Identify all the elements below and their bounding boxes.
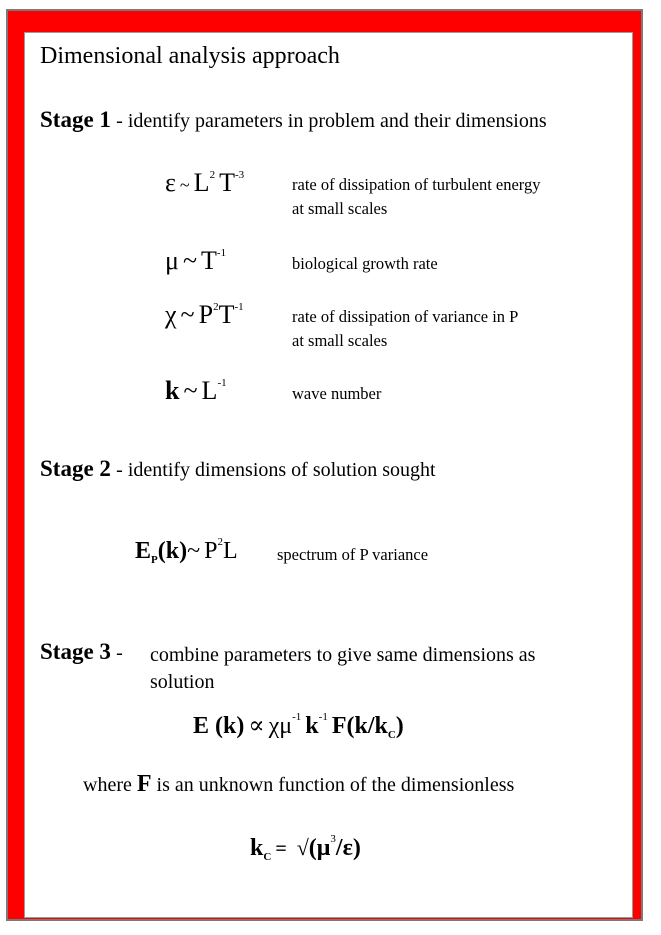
param-chi [165,300,244,330]
stage3-equation [193,711,404,740]
stage2-desc: spectrum of P variance [277,545,429,564]
ep-arg: (k) [157,538,188,564]
eq-lhs: E (k) [193,713,245,739]
epsilon-dim-L-exp: 2 [209,169,216,181]
ep-P-exp: 2 [217,536,223,548]
epsilon-desc-line2: at small scales [292,199,388,218]
stage3-heading [40,639,123,665]
epsilon-desc [292,173,541,221]
chi-symbol: χ [165,300,177,329]
eq-mu-exp: -1 [292,711,302,723]
chi-desc [292,305,518,353]
eq-proportional: ∝ [248,713,265,739]
ep-L: L [222,538,238,564]
param-epsilon [165,168,244,198]
k-rel: ~ [183,376,198,405]
stage3-label: Stage 3 [40,639,111,664]
eq-F-subscript: C [387,729,396,741]
chi-dim-T-exp: -1 [234,301,244,313]
stage3-text-line2: solution [150,671,215,693]
where-F: F [136,771,152,797]
param-mu [165,246,226,276]
k-desc: wave number [292,384,382,403]
page-title: Dimensional analysis approach [40,43,340,69]
epsilon-dim-L: L [193,168,210,197]
epsilon-symbol: ε [165,168,176,197]
sqrt-icon: √ [296,835,309,860]
stage1-label: Stage 1 [40,107,111,132]
ep-E: E [135,538,152,564]
eq-mu: μ [279,713,293,739]
chi-dim-P-exp: 2 [213,301,219,313]
kc-subscript: C [263,851,272,863]
kc-equals: = [275,838,287,860]
mu-dim-T-exp: -1 [216,247,227,259]
where-post: is an unknown function of the dimensionless [156,774,515,796]
stage2-heading [40,456,436,482]
epsilon-rel: ~ [179,175,190,195]
stage1-heading [40,107,547,133]
epsilon-dim-T-exp: -3 [234,169,245,181]
ep-subscript: P [151,554,158,566]
k-dim-L: L [201,376,218,405]
kc-open: (μ [308,835,331,861]
chi-dim-P: P [198,300,214,329]
kc-k: k [250,835,264,861]
eq-F: F(k/k [331,713,388,739]
eq-chi: χ [268,713,280,739]
stage1-text: - identify parameters in problem and their dimensions [116,110,547,132]
ep-P: P [204,538,218,564]
stage2-text: - identify dimensions of solution sought [116,459,436,481]
chi-desc-line1: rate of dissipation of variance in P [292,307,519,326]
eq-k: k [305,713,319,739]
k-dim-L-exp: -1 [217,377,227,389]
param-k [165,376,227,406]
where-pre: where [83,774,132,796]
chi-dim-T: T [218,300,235,329]
stage2-equation [135,538,238,565]
stage3-text-line1: combine parameters to give same dimensions as [150,644,536,666]
k-symbol: k [165,376,180,405]
stage2-label: Stage 2 [40,456,111,481]
chi-rel: ~ [180,300,195,329]
kc-mu-exp: 3 [330,833,336,845]
ep-rel: ~ [187,538,201,564]
stage3-dash: - [116,642,123,664]
epsilon-dim-T: T [219,168,235,197]
epsilon-desc-line1: rate of dissipation of turbulent energy [292,175,541,194]
mu-dim-T: T [201,246,217,275]
kc-rest: /ε) [335,835,361,861]
eq-F-close: ) [395,713,404,739]
mu-desc: biological growth rate [292,254,438,273]
kc-equation [250,835,361,862]
eq-k-exp: -1 [318,711,328,723]
stage3-text [150,642,535,696]
mu-rel: ~ [182,246,198,275]
where-sentence [83,771,514,798]
chi-desc-line2: at small scales [292,331,388,350]
mu-symbol: μ [165,246,179,275]
